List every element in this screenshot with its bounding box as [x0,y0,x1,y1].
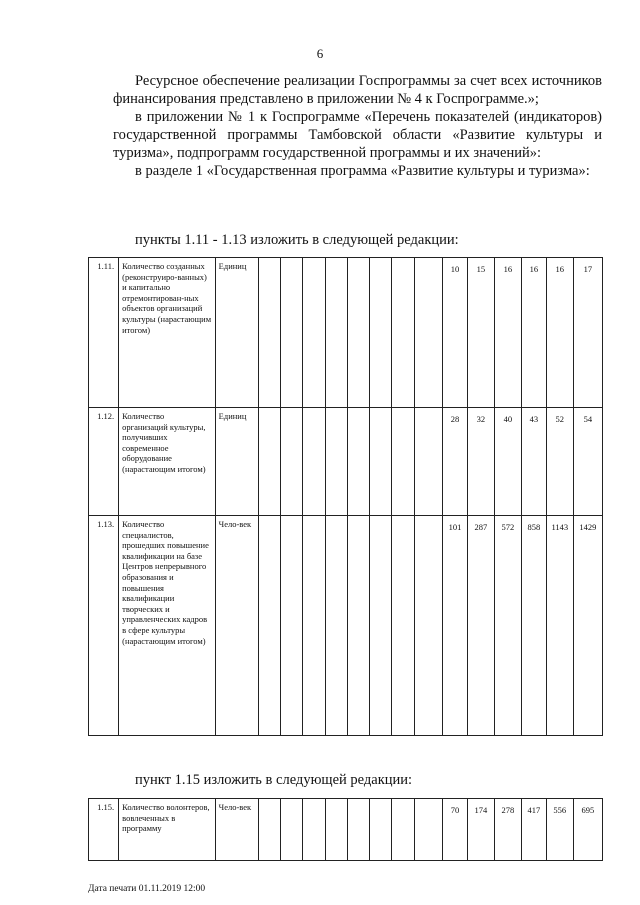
empty-cell [392,799,415,861]
empty-cell [302,258,325,408]
indicator-name: Количество специалистов, прошедших повышение квалификации на базе Центров непрерывного образования и повышения квалификации творческих и управленческих кадров в сфере культуры (нарастающим итогом) [119,516,216,736]
empty-cell [347,408,370,516]
value-cell: 417 [521,799,546,861]
paragraph-2: в приложении № 1 к Госпрограмме «Перечень показателей (индикаторов) государственной программы Тамбовской области «Развитие культуры и туризма», подпрограмм государственной программы и их значений»: [113,109,602,161]
empty-cell [302,516,325,736]
value-cell: 572 [494,516,521,736]
lead-1: пункты 1.11 - 1.13 изложить в следующей редакции: [135,232,459,248]
empty-cell [347,799,370,861]
empty-cell [415,408,443,516]
value-cell: 101 [443,516,468,736]
value-cell: 32 [467,408,494,516]
empty-cell [370,408,392,516]
empty-cell [302,408,325,516]
value-cell: 1143 [546,516,573,736]
empty-cell [325,516,347,736]
value-cell: 556 [546,799,573,861]
value-cell: 54 [573,408,602,516]
empty-cell [259,408,281,516]
empty-cell [281,408,303,516]
empty-cell [392,408,415,516]
table-row [89,799,603,861]
indicators-table-2 [88,798,603,861]
empty-cell [259,799,281,861]
paragraph-3: в разделе 1 «Государственная программа «Развитие культуры и туризма»: [135,163,590,179]
empty-cell [392,516,415,736]
row-number: 1.12. [89,408,119,516]
value-cell: 70 [443,799,468,861]
paragraph-1: Ресурсное обеспечение реализации Госпрограммы за счет всех источников финансирования представлено в приложении № 4 к Госпрограмме.»; [113,73,602,107]
empty-cell [281,258,303,408]
empty-cell [370,799,392,861]
empty-cell [415,258,443,408]
empty-cell [281,516,303,736]
value-cell: 16 [521,258,546,408]
empty-cell [325,408,347,516]
empty-cell [325,258,347,408]
empty-cell [415,799,443,861]
row-number: 1.13. [89,516,119,736]
empty-cell [325,799,347,861]
empty-cell [259,516,281,736]
print-date-footer: Дата печати 01.11.2019 12:00 [88,884,206,894]
row-number: 1.15. [89,799,119,861]
indicator-name: Количество организаций культуры, получивших современное оборудование (нарастающим итогом) [119,408,216,516]
empty-cell [370,516,392,736]
page-number: 6 [316,46,324,61]
value-cell: 40 [494,408,521,516]
empty-cell [281,799,303,861]
value-cell: 17 [573,258,602,408]
indicator-name: Количество волонтеров, вовлеченных в программу [119,799,216,861]
indicators-table-1 [88,257,603,736]
value-cell: 52 [546,408,573,516]
value-cell: 695 [573,799,602,861]
empty-cell [415,516,443,736]
value-cell: 16 [494,258,521,408]
value-cell: 28 [443,408,468,516]
value-cell: 1429 [573,516,602,736]
unit-cell: Чело-век [215,799,259,861]
empty-cell [392,258,415,408]
row-number: 1.11. [89,258,119,408]
value-cell: 16 [546,258,573,408]
empty-cell [347,258,370,408]
indicator-name: Количество созданных (реконструиро-ванных) и капитально отремонтирован-ных объектов организаций культуры (нарастающим итогом) [119,258,216,408]
value-cell: 287 [467,516,494,736]
empty-cell [259,258,281,408]
table-row [89,258,603,408]
empty-cell [370,258,392,408]
value-cell: 43 [521,408,546,516]
table-row [89,516,603,736]
empty-cell [302,799,325,861]
value-cell: 15 [467,258,494,408]
unit-cell: Единиц [215,408,259,516]
value-cell: 858 [521,516,546,736]
table-row [89,408,603,516]
empty-cell [347,516,370,736]
lead-2: пункт 1.15 изложить в следующей редакции: [135,772,413,788]
unit-cell: Чело-век [215,516,259,736]
unit-cell: Единиц [215,258,259,408]
value-cell: 174 [467,799,494,861]
value-cell: 10 [443,258,468,408]
value-cell: 278 [494,799,521,861]
body-text [113,72,602,180]
